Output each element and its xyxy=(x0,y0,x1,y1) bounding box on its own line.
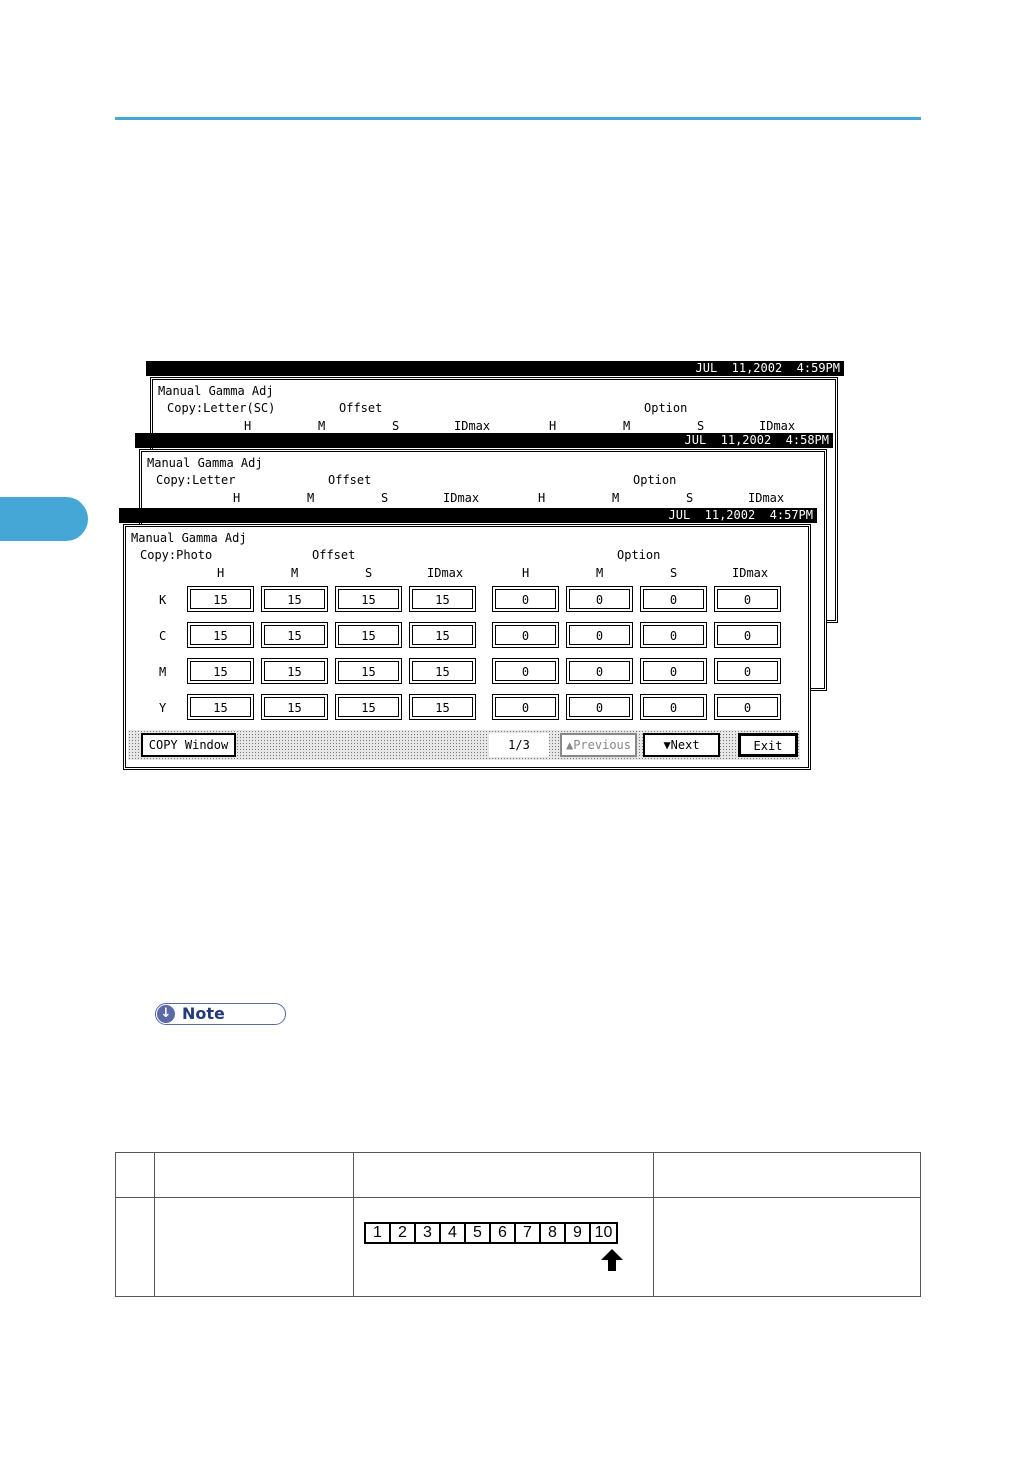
value-button[interactable] xyxy=(187,622,254,648)
col-header: S xyxy=(381,491,389,505)
col-header: S xyxy=(392,419,400,433)
value-text: 0 xyxy=(521,629,530,643)
value-button[interactable] xyxy=(714,658,781,684)
value-text: 15 xyxy=(435,665,450,679)
table-cell xyxy=(354,1198,654,1297)
table-cell xyxy=(116,1198,155,1297)
scale-step: 5 xyxy=(466,1224,491,1242)
value-text: 15 xyxy=(361,629,376,643)
value-text: 15 xyxy=(361,665,376,679)
table-cell xyxy=(116,1153,155,1198)
col-header: IDmax xyxy=(759,419,796,433)
table-cell xyxy=(654,1198,921,1297)
value-button[interactable] xyxy=(335,694,402,720)
value-button[interactable] xyxy=(640,622,707,648)
note-badge xyxy=(155,1003,286,1025)
value-button[interactable] xyxy=(335,586,402,612)
screen-title: Manual Gamma Adj xyxy=(131,531,247,545)
offset-label: Offset xyxy=(312,548,356,562)
value-text: 15 xyxy=(435,629,450,643)
value-text: 0 xyxy=(743,701,752,715)
value-text: 15 xyxy=(213,665,228,679)
value-button[interactable] xyxy=(640,658,707,684)
value-button[interactable] xyxy=(409,622,476,648)
value-text: 0 xyxy=(743,665,752,679)
value-button[interactable] xyxy=(640,694,707,720)
row-label-c: C xyxy=(159,629,167,643)
value-text: 0 xyxy=(521,593,530,607)
mode-label: Copy:Photo xyxy=(140,548,213,562)
col-header: S xyxy=(670,566,678,580)
table-cell xyxy=(155,1198,354,1297)
copy-window-button[interactable]: COPY Window xyxy=(141,733,236,757)
lcd-screen-front xyxy=(119,508,817,770)
value-button[interactable] xyxy=(566,622,633,648)
value-button[interactable] xyxy=(261,658,328,684)
col-header: S xyxy=(686,491,694,505)
value-button[interactable] xyxy=(335,658,402,684)
value-text: 0 xyxy=(521,665,530,679)
col-header: S xyxy=(365,566,373,580)
value-text: 0 xyxy=(521,701,530,715)
col-header: IDmax xyxy=(443,491,480,505)
value-button[interactable] xyxy=(640,586,707,612)
row-label-m: M xyxy=(159,665,167,679)
scale-step: 3 xyxy=(416,1224,441,1242)
value-button[interactable] xyxy=(409,694,476,720)
value-text: 0 xyxy=(669,629,678,643)
status-bar: JUL 11,2002 4:59PM xyxy=(146,361,844,376)
scale-step: 9 xyxy=(566,1224,591,1242)
up-arrow-icon xyxy=(600,1248,624,1272)
col-header: H xyxy=(522,566,530,580)
value-text: 15 xyxy=(361,701,376,715)
table-row xyxy=(116,1198,921,1297)
offset-label: Offset xyxy=(328,473,372,487)
col-header: H xyxy=(549,419,557,433)
table-cell xyxy=(654,1153,921,1198)
value-button[interactable] xyxy=(261,694,328,720)
value-text: 15 xyxy=(287,593,302,607)
scale-step: 8 xyxy=(541,1224,566,1242)
value-button[interactable] xyxy=(187,586,254,612)
value-button[interactable] xyxy=(492,694,559,720)
previous-button[interactable]: ▲Previous xyxy=(560,733,637,757)
exit-button[interactable]: Exit xyxy=(738,733,798,757)
col-header: H xyxy=(233,491,241,505)
value-button[interactable] xyxy=(714,694,781,720)
scale-step: 6 xyxy=(491,1224,516,1242)
row-label-k: K xyxy=(159,593,167,607)
value-text: 15 xyxy=(435,701,450,715)
value-text: 15 xyxy=(435,593,450,607)
value-button[interactable] xyxy=(409,586,476,612)
value-text: 15 xyxy=(361,593,376,607)
col-header: M xyxy=(307,491,315,505)
value-text: 15 xyxy=(213,593,228,607)
scale-step: 10 xyxy=(594,1224,613,1241)
table-cell xyxy=(354,1153,654,1198)
value-button[interactable] xyxy=(714,586,781,612)
col-header: IDmax xyxy=(427,566,464,580)
value-button[interactable] xyxy=(714,622,781,648)
note-label: Note xyxy=(182,1004,225,1023)
col-header: M xyxy=(318,419,326,433)
value-text: 0 xyxy=(595,593,604,607)
option-label: Option xyxy=(617,548,661,562)
value-button[interactable] xyxy=(261,586,328,612)
value-button[interactable] xyxy=(261,622,328,648)
mode-label: Copy:Letter xyxy=(156,473,236,487)
value-button[interactable] xyxy=(492,622,559,648)
value-text: 0 xyxy=(595,629,604,643)
value-button[interactable] xyxy=(187,658,254,684)
scale-step: 7 xyxy=(516,1224,541,1242)
value-text: 0 xyxy=(595,701,604,715)
value-text: 15 xyxy=(213,629,228,643)
value-text: 0 xyxy=(743,593,752,607)
down-arrow-icon: ↓ xyxy=(157,1005,175,1023)
mode-label: Copy:Letter(SC) xyxy=(167,401,276,415)
col-header: M xyxy=(596,566,604,580)
value-text: 15 xyxy=(287,701,302,715)
scale-step: 2 xyxy=(391,1224,416,1242)
header-rule xyxy=(115,117,921,120)
col-header: M xyxy=(612,491,620,505)
value-text: 15 xyxy=(287,629,302,643)
scale-step: 1 xyxy=(366,1224,391,1242)
value-button[interactable] xyxy=(187,694,254,720)
option-label: Option xyxy=(644,401,688,415)
col-header: M xyxy=(291,566,299,580)
value-text: 0 xyxy=(669,665,678,679)
value-text: 15 xyxy=(213,701,228,715)
screen-title: Manual Gamma Adj xyxy=(158,384,274,398)
status-bar: JUL 11,2002 4:58PM xyxy=(135,433,833,448)
value-text: 15 xyxy=(287,665,302,679)
value-text: 0 xyxy=(743,629,752,643)
table-header-row xyxy=(116,1153,921,1198)
col-header: IDmax xyxy=(732,566,769,580)
option-label: Option xyxy=(633,473,677,487)
value-button[interactable] xyxy=(492,586,559,612)
value-text: 0 xyxy=(669,701,678,715)
col-header: H xyxy=(244,419,252,433)
level-scale xyxy=(364,1222,618,1244)
value-button[interactable] xyxy=(566,694,633,720)
value-button[interactable] xyxy=(335,622,402,648)
value-button[interactable] xyxy=(566,586,633,612)
next-button[interactable]: ▼Next xyxy=(643,733,720,757)
col-header: IDmax xyxy=(454,419,491,433)
chapter-tab xyxy=(0,497,88,541)
page-indicator: 1/3 xyxy=(489,733,549,757)
col-header: S xyxy=(697,419,705,433)
status-bar: JUL 11,2002 4:57PM xyxy=(119,508,817,523)
table-cell xyxy=(155,1153,354,1198)
value-button[interactable] xyxy=(492,658,559,684)
value-text: 0 xyxy=(669,593,678,607)
screen-title: Manual Gamma Adj xyxy=(147,456,263,470)
value-button[interactable] xyxy=(566,658,633,684)
col-header: M xyxy=(623,419,631,433)
col-header: H xyxy=(217,566,225,580)
value-button[interactable] xyxy=(409,658,476,684)
col-header: IDmax xyxy=(748,491,785,505)
row-label-y: Y xyxy=(159,701,167,715)
scale-step: 4 xyxy=(441,1224,466,1242)
value-text: 0 xyxy=(595,665,604,679)
offset-label: Offset xyxy=(339,401,383,415)
col-header: H xyxy=(538,491,546,505)
